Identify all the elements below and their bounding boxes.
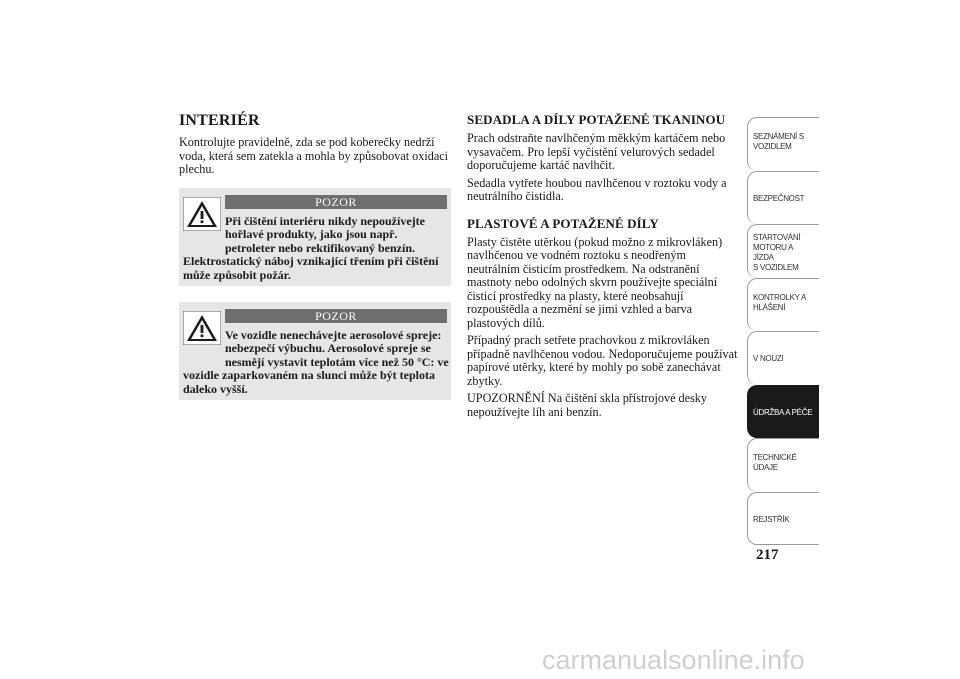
tab-safety[interactable]: BEZPEČNOST [747,171,819,225]
page-number: 217 [756,547,779,563]
note-paragraph: UPOZORNĚNÍ Na čištění skla přístrojové desky nepoužívejte líh ani benzín. [467,391,707,419]
paragraph: Sedadla vytřete houbou navlhčenou v roztoku vody a neutrálního čistidla. [467,175,727,203]
heading-fabric-seats: SEDADLA A DÍLY POTAŽENÉ TKANINOU [467,112,726,127]
paragraph: Plasty čistěte utěrkou (pokud možno z mikrovláken) navlhčenou ve vodném roztoku s neodřeným neutrálním čisticím prostředkem. Na odstranění mastnoty nebo odolných skvrn používejte speciální čisticí prostředky na plasty, které neobsahují rozpouštědla a nezmění se jimi vzhled a barva plastových dílů. [467,234,723,330]
lead-paragraph: Kontrolujte pravidelně, zda se pod koberečky nedrží voda, která sem zatekla a mohla by způsobovat oxidaci plechu. [179,135,449,176]
tab-emergency[interactable]: V NOUZI [747,331,819,385]
warning-label: POZOR [225,195,447,209]
watermark: carmanualsonline.info [542,645,805,675]
tab-index[interactable]: REJSTŘÍK [747,492,819,546]
warning-label: POZOR [225,309,447,323]
tab-technical-data[interactable]: TECHNICKÉ ÚDAJE [747,438,819,492]
warning-text: Při čištění interiéru nikdy nepoužívejte hořlavé produkty, jako jsou např. petroleter nebo rektifikovaný benzín. Elektrostatický náboj vznikající třením při čištění může způsobit požár. [183,214,439,282]
tab-starting-driving[interactable]: STARTOVÁNÍ MOTORU A JÍZDA S VOZIDLEM [747,224,819,278]
chapter-tabs [747,117,819,545]
tab-maintenance[interactable]: ÚDRŽBA A PÉČE [747,385,819,439]
paragraph: Případný prach setřete prachovkou z mikrovláken případně navlhčenou vodou. Nedoporučujeme používat papírové utěrky, které by mohly po sobě zanechávat zbytky. [467,333,738,388]
section-title: INTERIÉR [179,112,260,129]
warning-box-2 [179,302,451,400]
heading-plastic-parts: PLASTOVÉ A POTAŽENÉ DÍLY [467,215,659,231]
warning-text: Ve vozidle nenechávejte aerosolové spreje: nebezpečí výbuchu. Aerosolové spreje se nesmějí vystavit teplotám více než 50 °C: ve vozidle zaparkovaném na slunci může být teplota daleko vyšší. [183,328,449,396]
right-column [467,112,739,423]
tab-warning-lights[interactable]: KONTROLKY A HLÁŠENÍ [747,278,819,332]
paragraph: Prach odstraňte navlhčeným měkkým kartáčem nebo vysavačem. Pro lepší vyčistění velurových sedadel doporučujeme kartáč navlhčit. [467,131,726,172]
tab-getting-to-know[interactable]: SEZNÁMENÍ S VOZIDLEM [747,117,819,171]
warning-box-1 [179,188,451,286]
